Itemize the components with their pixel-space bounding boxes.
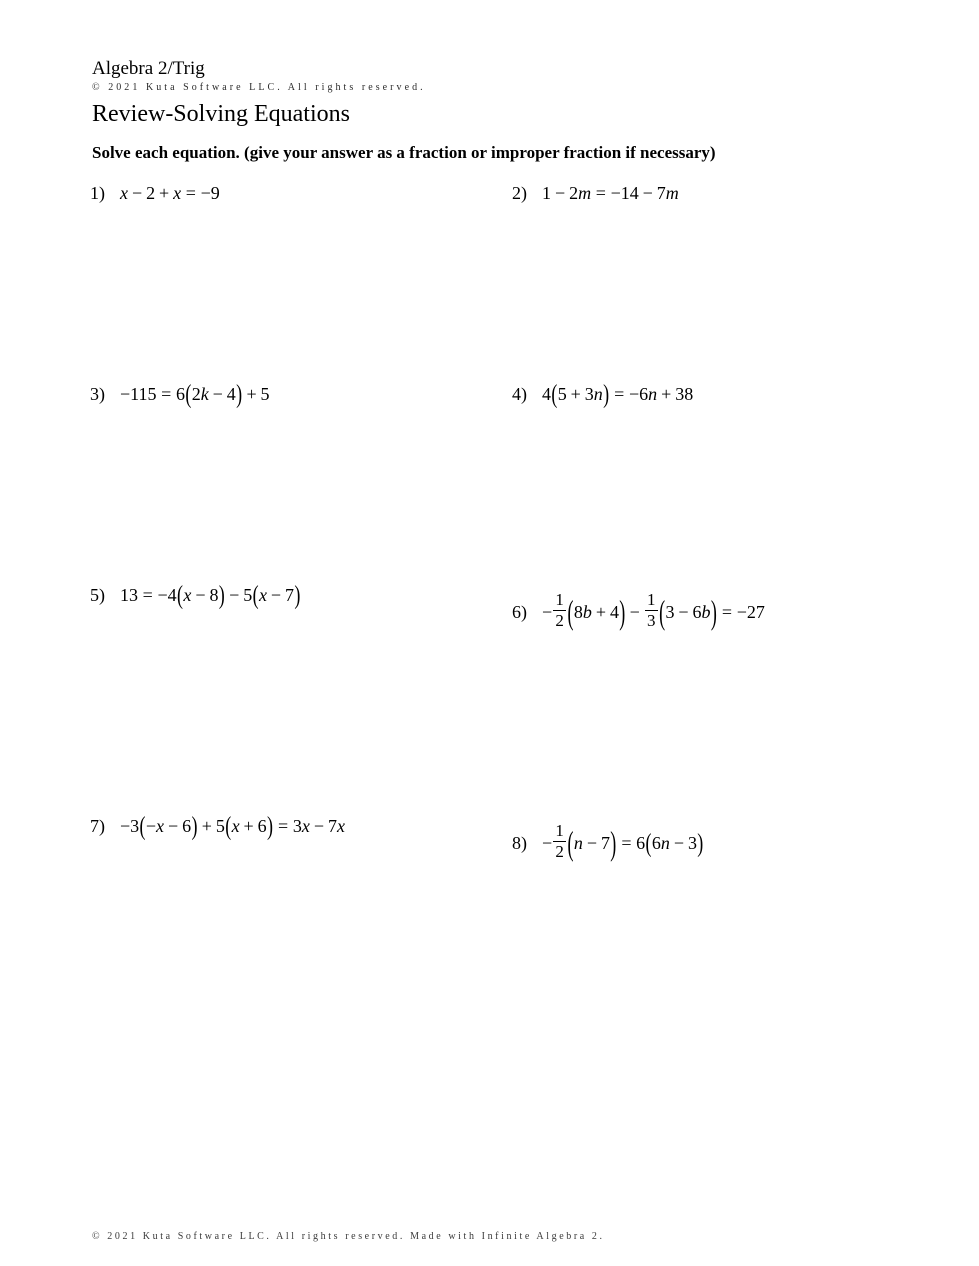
eq-term: 38	[675, 384, 694, 404]
problem-number: 1)	[90, 183, 105, 203]
paren-open: (	[567, 823, 574, 862]
eq-coefficient: 6	[692, 601, 702, 622]
eq-coefficient: 2	[191, 384, 201, 404]
eq-term: 4	[226, 384, 236, 404]
eq-operator: −	[229, 585, 240, 605]
eq-sign: −	[145, 816, 157, 836]
paren-open: (	[185, 379, 192, 409]
eq-term: 8	[209, 585, 219, 605]
fraction-denominator: 2	[555, 842, 564, 861]
header-copyright: © 2021 Kuta Software LLC. All rights reserved.	[92, 82, 426, 93]
eq-operator: −	[167, 816, 179, 836]
eq-variable: m	[665, 183, 679, 203]
eq-variable: b	[582, 601, 592, 622]
eq-term: x	[120, 183, 128, 203]
fraction-one-half	[553, 591, 566, 630]
eq-coefficient: 4	[542, 384, 551, 404]
paren-open: (	[567, 592, 574, 631]
eq-variable: n	[648, 384, 658, 404]
eq-term: 1	[542, 183, 551, 203]
paren-close: )	[710, 592, 717, 631]
problem-6	[512, 592, 765, 631]
eq-operator: −	[642, 183, 653, 203]
paren-open: (	[645, 828, 652, 857]
eq-term: −14	[610, 183, 639, 203]
eq-operator: +	[246, 384, 257, 404]
eq-term: 7	[285, 585, 294, 605]
course-name: Algebra 2/Trig	[92, 58, 205, 79]
problem-equation	[542, 379, 694, 409]
fraction-one-half	[553, 822, 566, 861]
problem-number: 4)	[512, 384, 527, 404]
eq-operator: −	[554, 183, 566, 203]
fraction-one-third	[645, 591, 658, 630]
eq-term: −27	[736, 601, 765, 622]
eq-term: −115	[120, 384, 157, 404]
eq-variable: x	[258, 585, 267, 605]
eq-sign: −	[542, 601, 553, 622]
paren-open: (	[551, 379, 558, 409]
paren-open: (	[225, 811, 232, 841]
problem-3	[90, 379, 270, 409]
eq-variable: b	[701, 601, 711, 622]
eq-operator: −	[586, 832, 597, 853]
paren-close: )	[218, 580, 225, 610]
eq-term: 5	[260, 384, 270, 404]
eq-coefficient: 5	[243, 585, 253, 605]
fraction-numerator: 1	[646, 590, 656, 609]
eq-operator: −	[673, 832, 684, 853]
paren-open: (	[177, 580, 184, 610]
eq-coefficient: −4	[157, 585, 177, 605]
paren-close: )	[236, 379, 243, 409]
eq-operator: +	[159, 183, 170, 203]
problem-number: 6)	[512, 601, 527, 622]
eq-operator: +	[595, 601, 606, 622]
eq-term: 3	[687, 832, 697, 853]
problem-1	[90, 182, 220, 204]
eq-equals: =	[721, 601, 733, 622]
eq-variable: n	[660, 832, 670, 853]
paren-close: )	[191, 811, 198, 841]
eq-equals: =	[278, 816, 289, 836]
eq-operator: −	[629, 601, 640, 622]
problem-8	[512, 823, 704, 862]
eq-operator: +	[570, 384, 581, 404]
eq-sign: −	[542, 832, 553, 853]
problem-number: 2)	[512, 183, 527, 203]
problem-equation	[120, 379, 270, 409]
eq-coefficient: 8	[573, 601, 583, 622]
eq-coefficient: 3	[584, 384, 594, 404]
paren-open: (	[139, 811, 146, 841]
paren-close: )	[267, 811, 274, 841]
problem-equation	[542, 182, 679, 204]
problem-equation	[542, 823, 704, 862]
paren-close: )	[610, 823, 617, 862]
paren-close: )	[603, 379, 610, 409]
eq-operator: −	[678, 601, 689, 622]
instructions-text: Solve each equation. (give your answer as a fraction or improper fraction if necessary)	[92, 143, 716, 162]
eq-coefficient: 7	[656, 183, 666, 203]
eq-term: 4	[609, 601, 619, 622]
eq-variable: m	[578, 183, 592, 203]
problem-7	[90, 811, 345, 841]
problem-2	[512, 182, 679, 204]
problem-equation	[120, 580, 301, 610]
footer-copyright: © 2021 Kuta Software LLC. All rights reserved. Made with Infinite Algebra 2.	[92, 1231, 605, 1242]
problem-number: 7)	[90, 816, 105, 836]
paren-open: (	[659, 592, 666, 631]
eq-variable: x	[301, 816, 310, 836]
fraction-numerator: 1	[555, 590, 564, 609]
eq-operator: +	[201, 816, 212, 836]
eq-coefficient: 6	[636, 832, 646, 853]
eq-operator: −	[270, 585, 282, 605]
paren-open: (	[252, 580, 259, 610]
eq-term: 3	[665, 601, 675, 622]
eq-variable: x	[231, 816, 240, 836]
eq-equals: =	[621, 832, 632, 853]
eq-term: 6	[182, 816, 192, 836]
eq-equals: =	[185, 183, 196, 203]
eq-variable: k	[200, 384, 209, 404]
problem-number: 5)	[90, 585, 105, 605]
fraction-numerator: 1	[555, 821, 564, 840]
eq-operator: −	[195, 585, 206, 605]
eq-term: 2	[146, 183, 156, 203]
eq-variable: n	[573, 832, 583, 853]
problem-number: 8)	[512, 832, 527, 853]
problem-number: 3)	[90, 384, 105, 404]
eq-variable: x	[336, 816, 345, 836]
eq-term: 5	[557, 384, 567, 404]
eq-term: 6	[257, 816, 267, 836]
fraction-denominator: 2	[555, 611, 564, 630]
eq-coefficient: −3	[120, 816, 140, 836]
paren-close: )	[294, 580, 301, 610]
eq-coefficient: 5	[215, 816, 225, 836]
problem-4	[512, 379, 694, 409]
eq-variable: x	[183, 585, 192, 605]
eq-equals: =	[142, 585, 153, 605]
eq-coefficient: 2	[569, 183, 579, 203]
paren-close: )	[619, 592, 626, 631]
problem-equation	[120, 182, 220, 204]
eq-coefficient: 6	[651, 832, 661, 853]
problem-equation	[542, 592, 765, 631]
eq-variable: n	[593, 384, 603, 404]
eq-coefficient: −6	[629, 384, 649, 404]
problem-5	[90, 580, 301, 610]
eq-coefficient: 6	[175, 384, 185, 404]
eq-equals: =	[614, 384, 625, 404]
eq-operator: −	[131, 183, 143, 203]
eq-coefficient: 3	[292, 816, 302, 836]
eq-term: x	[173, 183, 182, 203]
eq-term: 13	[120, 585, 138, 605]
eq-operator: +	[661, 384, 672, 404]
page-title: Review-Solving Equations	[92, 101, 350, 127]
fraction-denominator: 3	[646, 611, 656, 630]
eq-operator: −	[313, 816, 324, 836]
eq-equals: =	[595, 183, 606, 203]
eq-equals: =	[161, 384, 172, 404]
eq-variable: x	[156, 816, 165, 836]
eq-term: −9	[200, 183, 220, 203]
eq-operator: +	[243, 816, 254, 836]
paren-close: )	[697, 828, 704, 857]
problem-equation	[120, 811, 345, 841]
eq-term: 7	[600, 832, 610, 853]
eq-coefficient: 7	[327, 816, 337, 836]
eq-operator: −	[212, 384, 223, 404]
